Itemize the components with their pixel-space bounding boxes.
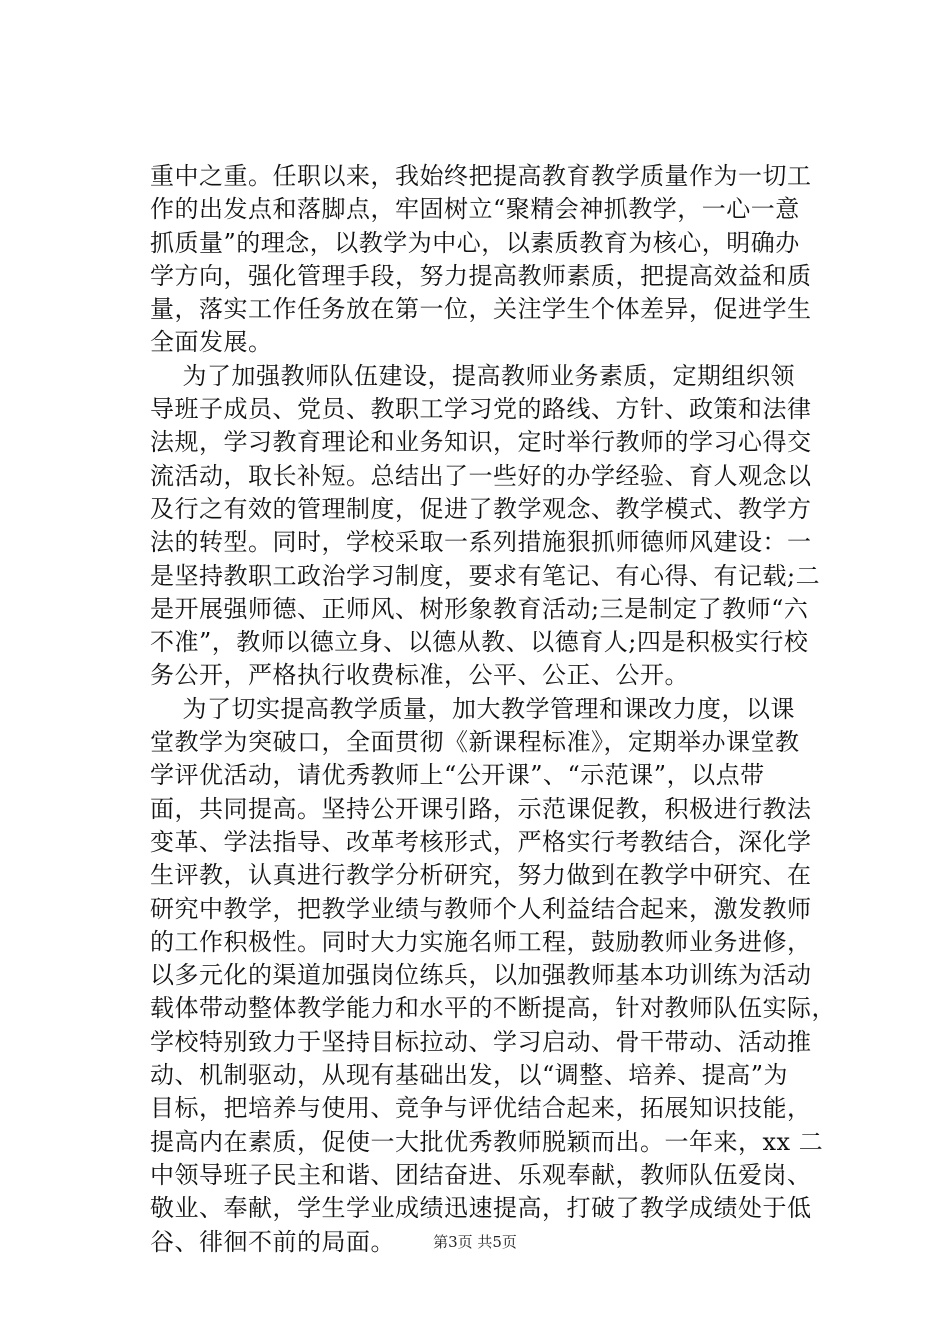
text-line: 是开展强师德、正师风、树形象教育活动;三是制定了教师“六 <box>150 594 809 623</box>
text-line: 重中之重。任职以来，我始终把提高教育教学质量作为一切工 <box>150 162 812 190</box>
text-line: 以多元化的渠道加强岗位练兵，以加强教师基本功训练为活动 <box>150 961 812 990</box>
text-line: 敬业、奉献，学生学业成绩迅速提高，打破了教学成绩处于低 <box>150 1194 812 1223</box>
text-line: 动、机制驱动，从现有基础出发，以“调整、培养、提高”为 <box>150 1061 789 1090</box>
text-line: 的工作积极性。同时大力实施名师工程，鼓励教师业务进修， <box>150 927 812 956</box>
text-line: 学方向，强化管理手段，努力提高教师素质，把提高效益和质 <box>150 261 812 290</box>
text-line: 目标，把培养与使用、竞争与评优结合起来，拓展知识技能， <box>150 1094 812 1123</box>
text-line: 堂教学为突破口，全面贯彻《新课程标准》，定期举办课堂教 <box>150 728 800 757</box>
text-line: 务公开，严格执行收费标准，公平、公正、公开。 <box>150 661 689 690</box>
text-line: 全面发展。 <box>150 328 273 357</box>
text-line: 学校特别致力于坚持目标拉动、学习启动、骨干带动、活动推 <box>150 1027 812 1056</box>
text-line: 量，落实工作任务放在第一位，关注学生个体差异，促进学生 <box>150 295 812 324</box>
text-line: 及行之有效的管理制度，促进了教学观念、教学模式、教学方 <box>150 494 812 523</box>
text-line: 为了切实提高教学质量，加大教学管理和课改力度，以课 <box>150 694 796 723</box>
text-line: 是坚持教职工政治学习制度，要求有笔记、有心得、有记载;二 <box>150 561 821 590</box>
text-line: 研究中教学，把教学业绩与教师个人利益结合起来，激发教师 <box>150 894 812 923</box>
text-line: 载体带动整体教学能力和水平的不断提高，针对教师队伍实际， <box>150 994 836 1023</box>
text-line: 流活动，取长补短。总结出了一些好的办学经验、育人观念以 <box>150 461 812 490</box>
text-line: 生评教，认真进行教学分析研究，努力做到在教学中研究、在 <box>150 861 812 890</box>
text-line: 谷、徘徊不前的局面。 <box>150 1227 395 1256</box>
text-line: 提高内在素质，促使一大批优秀教师脱颖而出。一年来，xx 二 <box>150 1127 824 1156</box>
text-line: 作的出发点和落脚点，牢固树立“聚精会神抓教学，一心一意 <box>150 195 800 224</box>
text-line: 不准”，教师以德立身、以德从教、以德育人;四是积极实行校 <box>150 628 809 657</box>
text-line: 法的转型。同时，学校采取一系列措施狠抓师德师风建设：一 <box>150 528 812 557</box>
text-line: 抓质量”的理念，以教学为中心，以素质教育为核心，明确办 <box>150 228 800 257</box>
text-line: 导班子成员、党员、教职工学习党的路线、方针、政策和法律 <box>150 395 812 424</box>
text-line: 变革、学法指导、改革考核形式，严格实行考教结合，深化学 <box>150 827 812 856</box>
text-line: 为了加强教师队伍建设，提高教师业务素质，定期组织领 <box>150 361 796 390</box>
text-line: 法规，学习教育理论和业务知识，定时举行教师的学习心得交 <box>150 428 812 457</box>
text-line: 学评优活动，请优秀教师上“公开课”、“示范课”，以点带 <box>150 761 765 790</box>
text-line: 面，共同提高。坚持公开课引路，示范课促教，积极进行教法 <box>150 794 812 823</box>
page-footer: 第3页 共5页 <box>433 1233 517 1251</box>
text-line: 中领导班子民主和谐、团结奋进、乐观奉献，教师队伍爱岗、 <box>150 1160 812 1189</box>
body-text <box>150 160 836 1259</box>
